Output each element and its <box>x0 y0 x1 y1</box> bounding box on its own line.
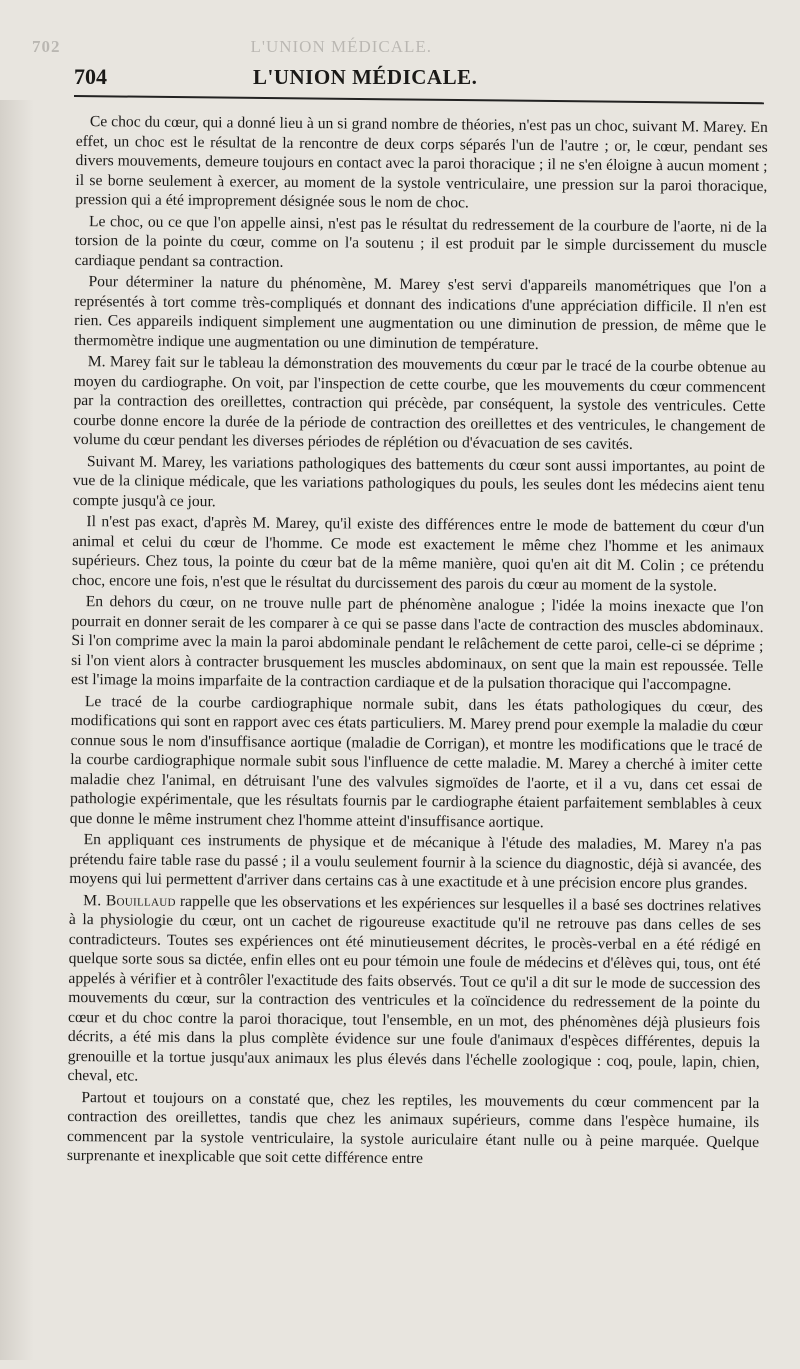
paragraph-variations-pathologiques: Suivant M. Marey, les variations pathologiques des battements du cœur sont aussi importantes, au point de vue de la clinique médicale, que les variations pathologiques du pouls, les seules dont les médecins aient tenu compte jusqu'à ce jour. <box>72 452 766 510</box>
paragraph-cardiographe: M. Marey fait sur le tableau la démonstration des mouvements du cœur par le tracé de la courbe obtenue au moyen du cardiographe. On voit, par l'inspection de cette courbe, que les mouvements du cœur commencent par la contraction des oreillettes, contraction qui précède, par conséquent, la systole des ventricules. Cette courbe donne encore la durée de la période de contraction des oreillettes et des ventricules, le changement de volume du cœur pendant les diverses périodes de réplétion ou d'évacuation de ses cavités. <box>73 353 766 453</box>
paragraph-animal-et-homme: Il n'est pas exact, d'après M. Marey, qu'il existe des différences entre le mode de battement du cœur d'un animal et celui du cœur de l'homme. Ce mode est exactement le même chez l'homme et les animaux supérieurs. Chez tous, la pointe du cœur bat de la même manière, quoi qu'en ait dit M. Colin ; ce prétendu choc, encore une fois, n'est que le résultat du durcissement des parois du cœur au moment de la systole. <box>71 513 765 595</box>
running-head <box>74 64 770 90</box>
paragraph-reptiles: Partout et toujours on a constaté que, chez les reptiles, les mouvements du cœur commencent par la contraction des oreillettes, tandis que chez les animaux supérieurs, comme dans l'espèce humaine, ils commencent par la systole ventriculaire, la systole auriculaire étant nulle ou à peine marquée. Quelque surprenante et inexplicable que soit cette différence entre <box>66 1088 760 1168</box>
paragraph-choc-du-coeur: Ce choc du cœur, qui a donné lieu à un si grand nombre de théories, n'est pas un choc, suivant M. Marey. En effet, un choc est le résultat de la rencontre de deux corps séparés l'un de l'autre ; or, le cœur, pendant ses divers mouvements, demeure toujours en contact avec la paroi thoracique ; il ne s'en éloigne à aucun moment ; il se borne seulement à exercer, au moment de la systole ventriculaire, une pression sur la paroi thoracique, pression qui a été improprement désignée sous le nom de choc. <box>75 113 768 212</box>
bouillaud-text: rappelle que les observations et les expériences sur lesquelles il a basé ses doctrines relatives à la physiologie du cœur, ont un cachet de rigoureuse exactitude qu'il ne retrouve pas dans celles de ses contradicteurs. Toutes ses expériences ont été minutieusement décrites, le procès-verbal en a été rédigé en quelque sorte sous sa dictée, enfin elles ont eu pour témoin une foule de médecins et d'élèves qui, tous, ont été appelés à vérifier et à contrôler l'exactitude des faits observés. Tout ce qu'il a dit sur le mode de succession des mouvements du cœur, sur la contraction des ventricules et la coïncidence du redressement de la pointe du cœur et du choc contre la paroi thoracique, tout l'ensemble, en un mot, des phénomènes déjà plusieurs fois décrits, a été mis dans la plus complète évidence sur une foule d'animaux d'espèces différentes, depuis la grenouille et la tortue jusqu'aux animaux les plus élevés dans l'échelle zoologique : coq, poule, lapin, chien, cheval, etc. <box>67 892 762 1085</box>
show-through-title: L'UNION MÉDICALE. <box>250 37 433 56</box>
facing-page-bleed <box>0 100 34 1360</box>
paragraph-le-choc: Le choc, ou ce que l'on appelle ainsi, n'est pas le résultat du redressement de la courbure de l'aorte, ni de la torsion de la pointe du cœur, comme on l'a soutenu ; il est produit par le simple durcissement du muscle cardiaque pendant sa contraction. <box>74 212 768 271</box>
speaker-name: M. Bouillaud <box>83 891 176 910</box>
article-body <box>67 112 768 1173</box>
paragraph-muscles-abdominaux: En dehors du cœur, on ne trouve nulle part de phénomène analogue ; l'idée la moins inexacte que l'on pourrait en donner serait de les comparer à ce qui se passe dans l'acte de contraction des muscles abdominaux. Si l'on comprime avec la main la paroi abdominale pendant le relâchement de cette paroi, celle-ci se déprime ; si l'on vient alors à contracter brusquement les muscles abdominaux, on sent que la main est repoussée. Telle est l'image la moins imparfaite de la contraction cardiaque et de la pulsation thoracique qui l'accompagne. <box>70 593 764 694</box>
show-through-page-number: 702 <box>32 37 61 56</box>
paragraph-appareils-manometriques: Pour déterminer la nature du phénomène, M. Marey s'est servi d'appareils manométriques que l'on a représentés à tort comme très-compliqués et donnant des indications d'une appréciation difficile. Il n'en est rien. Ces appareils indiquent simplement une augmentation ou une diminution de pression, de même que le thermomètre indique une augmentation ou une diminution de température. <box>73 273 767 353</box>
paragraph-insuffisance-aortique: Le tracé de la courbe cardiographique normale subit, dans les états pathologiques du cœur, des modifications qui sont en rapport avec ces états particuliers. M. Marey prend pour exemple la maladie du cœur connue sous le nom d'insuffisance aortique (maladie de Corrigan), et montre les modifications que le tracé de la courbe cardiographique normale subit sous l'influence de cette maladie. M. Marey a cherché à imiter cette maladie chez l'animal, en détruisant l'une des valvules sigmoïdes de l'aorte, et il a vu, dans cet essai de pathologie expérimentale, que les résultats fournis par le cardiographe étaient parfaitement semblables à ceux que donne le même instrument chez l'homme atteint d'insuffisance aortique. <box>69 692 763 831</box>
journal-title: L'UNION MÉDICALE. <box>253 65 478 89</box>
show-through-header <box>0 36 800 58</box>
header-rule <box>74 95 764 104</box>
paragraph-instruments-de-physique: En appliquant ces instruments de physique et de mécanique à l'étude des maladies, M. Marey n'a pas prétendu faire table rase du passé ; il a voulu seulement fournir à la science du diagnostic, déjà si avancée, des moyens qui lui permettent d'arriver dans certains cas à une exactitude et à une précision encore plus grandes. <box>69 831 762 893</box>
paragraph-bouillaud <box>68 890 762 1091</box>
page-number: 704 <box>74 64 107 89</box>
